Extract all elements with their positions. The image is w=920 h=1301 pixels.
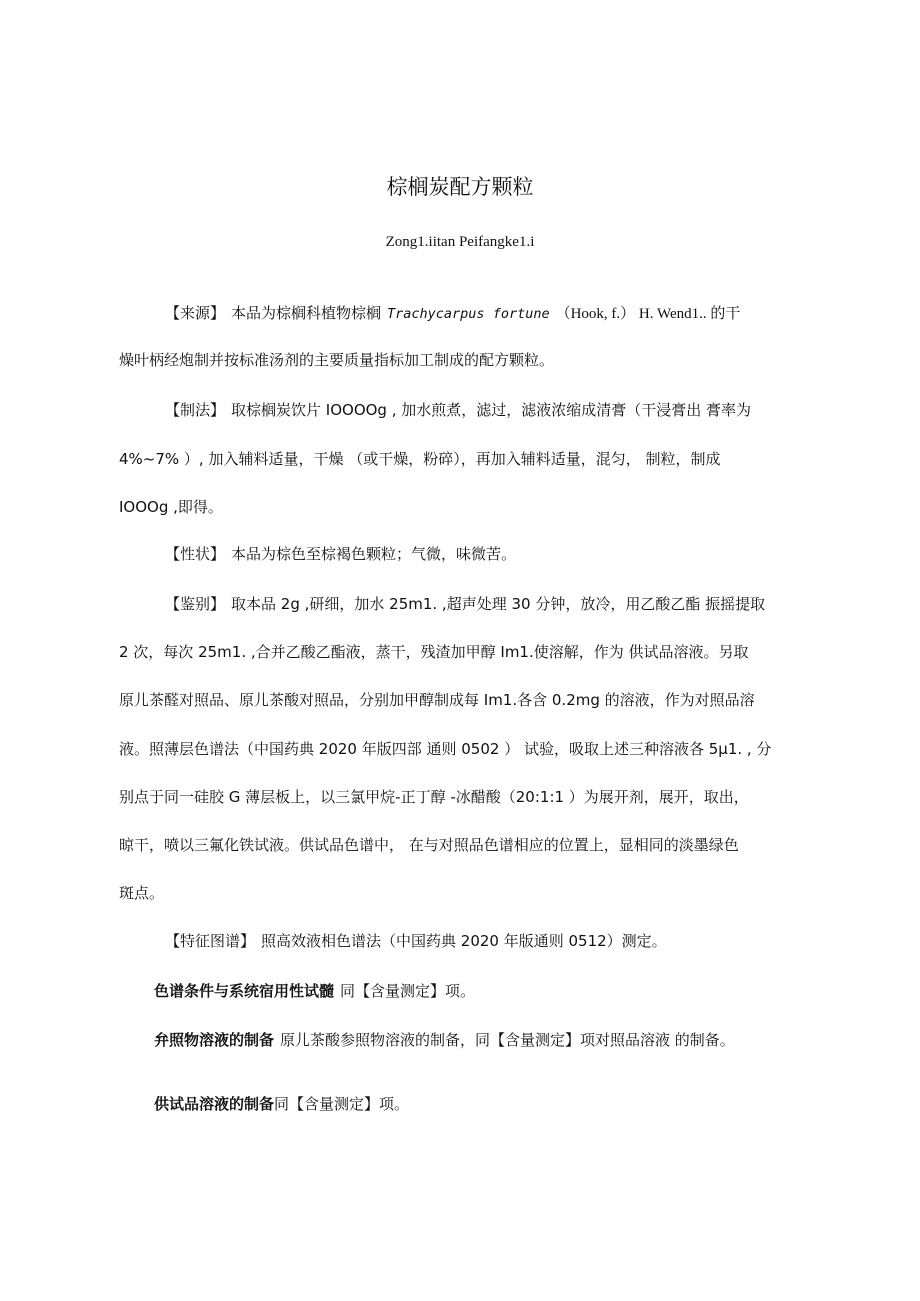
reference-prep-text: 原儿茶酸参照物溶液的制备，同【含量测定】项对照品溶液 的制备。 — [280, 1031, 735, 1049]
method-text-1: 取棕榈炭饮片 IOOOOg , 加水煎煮，滤过，滤液浓缩成清膏（干浸膏出 膏率为 — [231, 401, 752, 419]
fingerprint-text: 照高效液相色谱法（中国药典 2020 年版通则 0512）测定。 — [261, 932, 667, 950]
fingerprint-label: 【特征图谱】 — [165, 932, 256, 950]
reference-prep-line — [154, 1029, 735, 1051]
page-title: 棕榈炭配方颗粒 — [386, 175, 534, 199]
sample-prep-line — [154, 1093, 409, 1115]
source-latin-name: Trachycarpus fortune — [387, 306, 550, 322]
source-line-1 — [165, 302, 740, 325]
identification-line-5: 别点于同一硅胶 G 薄层板上，以三氯甲烷-正丁醇 -冰醋酸（20:1:1 ）为展开剂，展开，取出， — [119, 788, 749, 806]
identification-line-7: 斑点。 — [119, 884, 165, 902]
character-label: 【性状】 — [165, 545, 226, 563]
reference-prep-heading: 弁照物溶液的制备 — [154, 1031, 275, 1049]
identification-line-6: 晾干，喷以三氟化铁试液。供试品色谱中， 在与对照品色谱相应的位置上，显相同的淡墨绿色 — [119, 836, 739, 854]
fingerprint-line — [165, 930, 667, 952]
sample-prep-heading: 供试品溶液的制备 — [154, 1095, 275, 1113]
method-line-2: 4%~7% ）, 加入辅料适量，干燥 （或干燥，粉碎），再加入辅料适量，混匀， 制粒，制成 — [119, 450, 721, 468]
sample-prep-text: 同【含量测定】项。 — [274, 1095, 410, 1113]
source-text-a: 本品为棕榈科植物棕榈 — [231, 304, 382, 322]
source-line-2: 燥叶柄经炮制并按标准汤剂的主要质量指标加工制成的配方颗粒。 — [119, 351, 555, 369]
identification-line-4: 液。照薄层色谱法（中国药典 2020 年版四部 通则 0502 ） 试验，吸取上述三种溶液各 5μ1. , 分 — [119, 740, 772, 758]
identification-line-2: 2 次，每次 25m1. ,合并乙酸乙酯液，蒸干，残渣加甲醇 Im1.使溶解，作为 供试品溶液。另取 — [119, 643, 749, 661]
source-text-b: （Hook, f.） H. Wend1.. 的干 — [555, 306, 741, 322]
character-line — [165, 543, 516, 565]
identification-line-3: 原儿茶醛对照品、原儿茶酸对照品，分别加甲醇制成每 Im1.各含 0.2mg 的溶液，作为对照品溶 — [119, 691, 755, 709]
method-label: 【制法】 — [165, 401, 226, 419]
identification-label: 【鉴别】 — [165, 595, 226, 613]
method-line-1 — [165, 399, 751, 421]
page-subtitle: Zong1.iitan Peifangke1.i — [385, 234, 535, 250]
method-line-3: IOOOg ,即得。 — [119, 498, 223, 516]
conditions-line — [154, 980, 475, 1002]
conditions-heading: 色谱条件与系统宿用性试髓 — [154, 982, 335, 1000]
identification-line-1 — [165, 593, 765, 615]
character-text: 本品为棕色至棕褐色颗粒；气微，味微苦。 — [231, 545, 517, 563]
identification-text-1: 取本品 2g ,研细，加水 25m1. ,超声处理 30 分钟，放冷，用乙酸乙酯 振摇提取 — [231, 595, 766, 613]
source-label: 【来源】 — [165, 304, 226, 322]
conditions-text: 同【含量测定】项。 — [340, 982, 476, 1000]
